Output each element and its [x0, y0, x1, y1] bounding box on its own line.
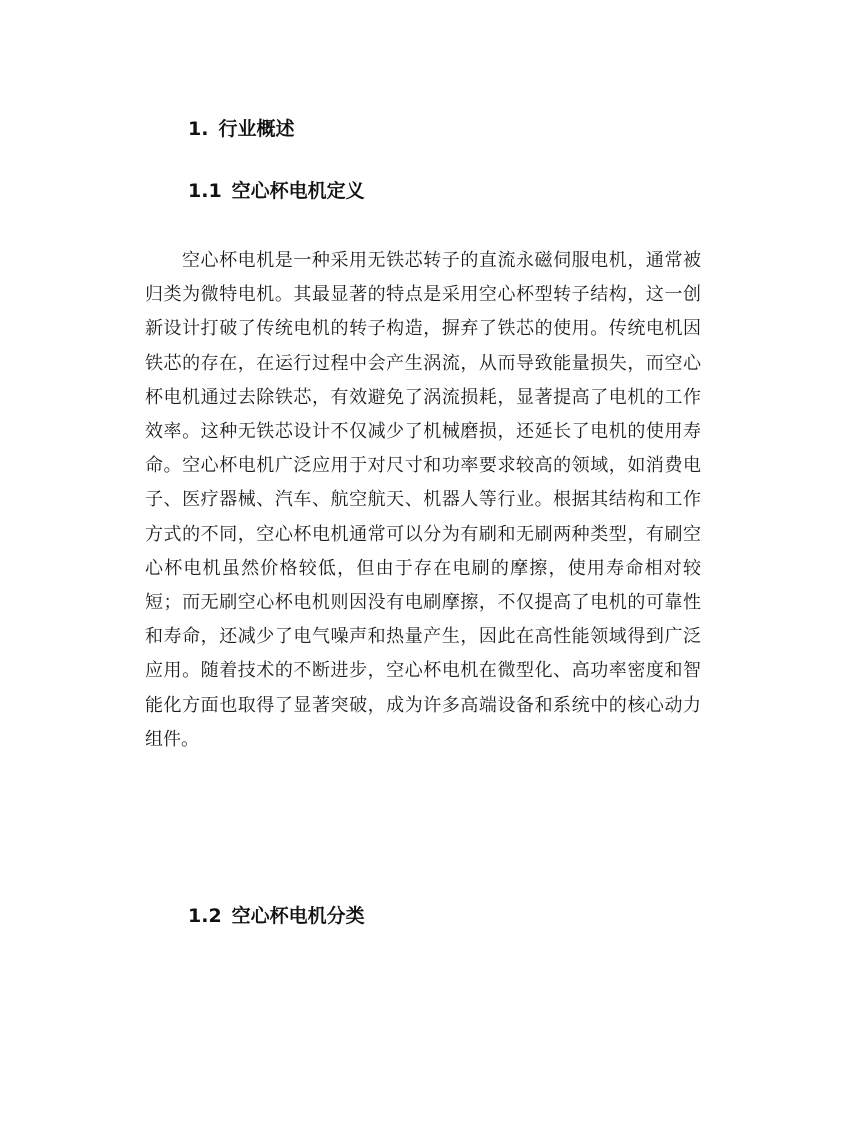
- section-number: 1.1: [188, 180, 222, 202]
- definition-paragraph: 空心杯电机是一种采用无铁芯转子的直流永磁伺服电机，通常被归类为微特电机。其最显著的特点是采用空心杯型转子结构，这一创新设计打破了传统电机的转子构造，摒弃了铁芯的使用。传统电机因铁芯的存在，在运行过程中会产生涡流，从而导致能量损失，而空心杯电机通过去除铁芯，有效避免了涡流损耗，显著提高了电机的工作效率。这种无铁芯设计不仅减少了机械磨损，还延长了电机的使用寿命。空心杯电机广泛应用于对尺寸和功率要求较高的领域，如消费电子、医疗器械、汽车、航空航天、机器人等行业。根据其结构和工作方式的不同，空心杯电机通常可以分为有刷和无刷两种类型，有刷空心杯电机虽然价格较低，但由于存在电刷的摩擦，使用寿命相对较短；而无刷空心杯电机则因没有电刷摩擦，不仅提高了电机的可靠性和寿命，还减少了电气噪声和热量产生，因此在高性能领域得到广泛应用。随着技术的不断进步，空心杯电机在微型化、高功率密度和智能化方面也取得了显著突破，成为许多高端设备和系统中的核心动力组件。: [145, 250, 701, 750]
- section-title: 空心杯电机定义: [231, 180, 365, 202]
- section-heading-industry-overview: [188, 116, 294, 142]
- section-title: 空心杯电机分类: [231, 905, 365, 927]
- section-number: 1.: [188, 118, 209, 140]
- section-number: 1.2: [188, 905, 222, 927]
- section-heading-classification: [188, 903, 365, 929]
- section-heading-definition: [188, 178, 365, 204]
- section-title: 行业概述: [218, 118, 295, 140]
